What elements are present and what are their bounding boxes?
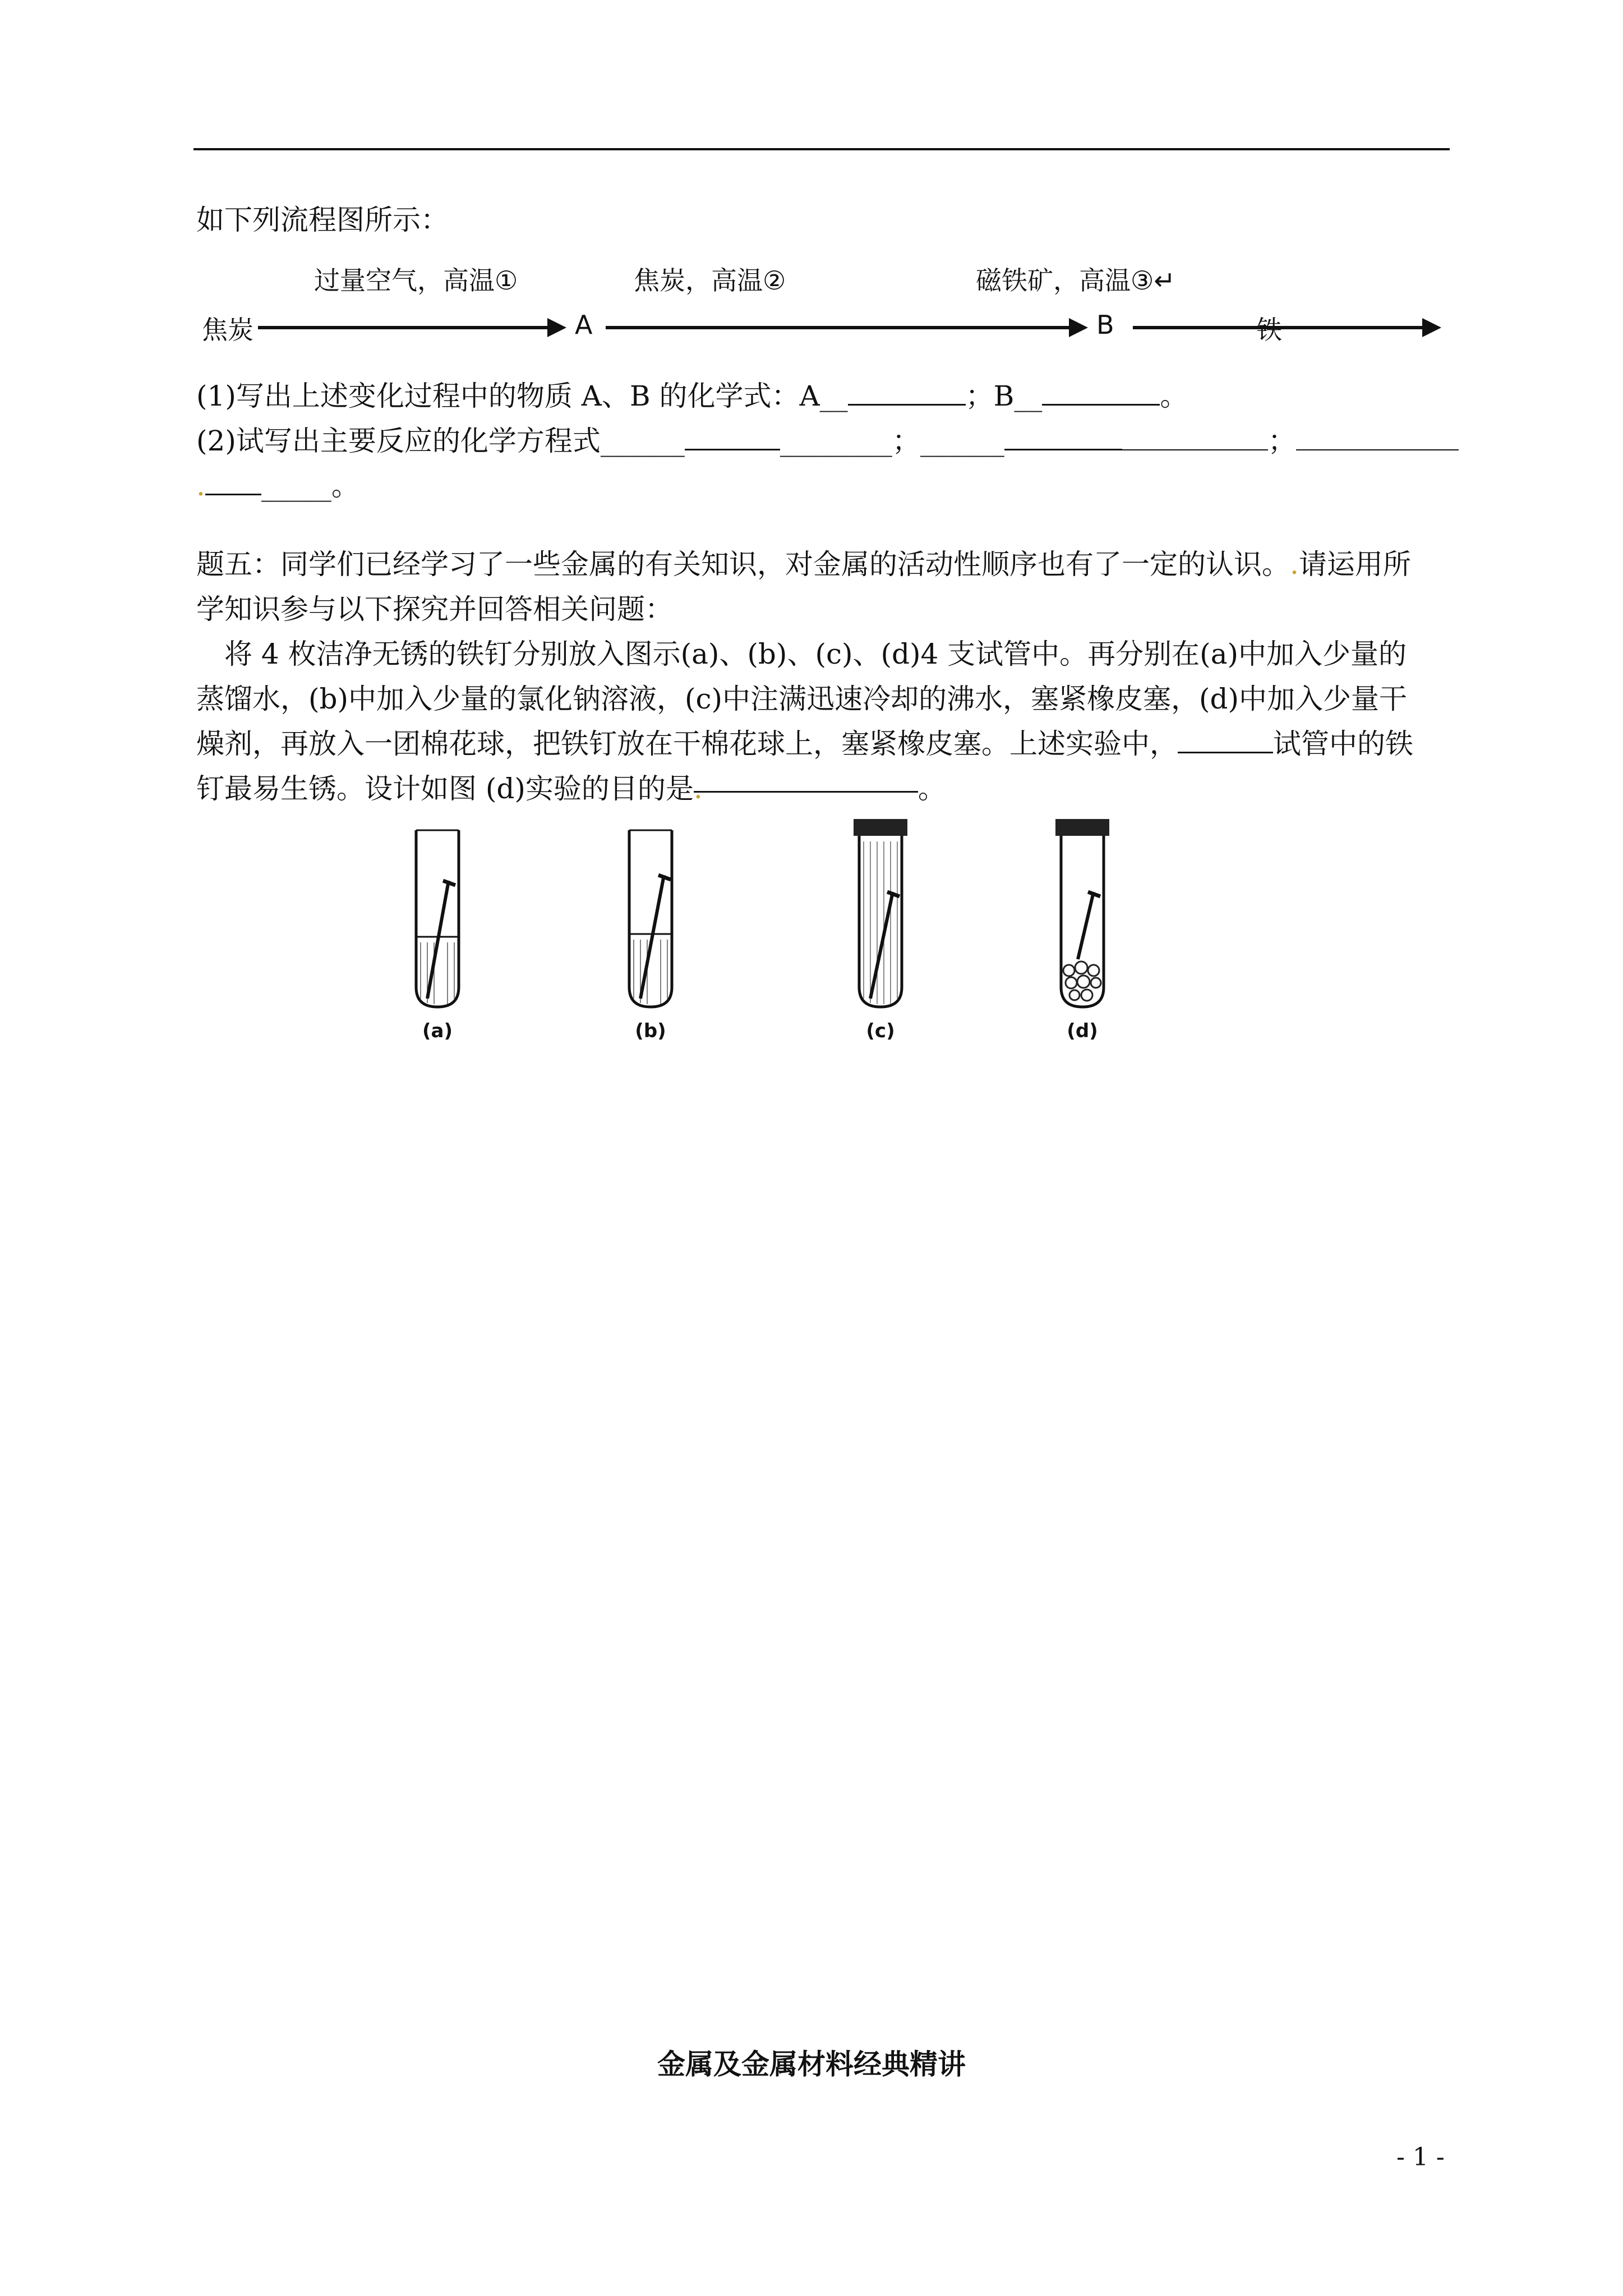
tube-label-b: (b) <box>635 1020 666 1042</box>
tube-label-d: (d) <box>1067 1020 1098 1042</box>
header-rule <box>193 148 1450 150</box>
equation-blank-3[interactable] <box>1296 425 1459 450</box>
purpose-answer-blank[interactable]: . <box>694 766 918 793</box>
answer-blank-a[interactable] <box>848 379 966 406</box>
flow-end-node: 铁 <box>1256 315 1282 345</box>
question-2-cont: . _____。 <box>196 470 359 502</box>
answer-blank-b[interactable] <box>1042 379 1160 406</box>
flow-node-a: A <box>575 310 593 340</box>
flow-step2-label: 焦炭，高温② <box>634 265 786 296</box>
problem-5-line-1: 题五：同学们已经学习了一些金属的有关知识，对金属的活动性顺序也有了一定的认识。.请运用所 <box>196 548 1411 581</box>
intro-text: 如下列流程图所示： <box>196 204 449 236</box>
problem-5-line-4: 蒸馏水，(b)中加入少量的氯化钠溶液，(c)中注满迅速冷却的沸水，塞紧橡皮塞，(d)中加入少量干 <box>196 683 1408 715</box>
problem-5-line-2: 学知识参与以下探究并回答相关问题： <box>196 593 673 625</box>
problem-5-line-5: 燥剂，再放入一团棉花球，把铁钉放在干棉花球上，塞紧橡皮塞。上述实验中， 试管中的铁 <box>196 728 1413 760</box>
test-tube-c <box>836 819 925 1055</box>
test-tube-a <box>393 819 482 1055</box>
tube-label-a: (a) <box>422 1020 453 1042</box>
equation-blank-1[interactable] <box>685 424 780 450</box>
problem-5-line-6: 钉最易生锈。设计如图 (d)实验的目的是. 。 <box>196 766 946 811</box>
flow-chart <box>202 258 1301 359</box>
flow-node-b: B <box>1096 310 1114 340</box>
question-1: (1)写出上述变化过程中的物质 A、B 的化学式：A__ ；B__ 。 <box>196 380 1188 412</box>
flow-step3-label: 磁铁矿，高温③↵ <box>976 265 1175 296</box>
footer-title: 金属及金属材料经典精讲 <box>657 2047 966 2081</box>
test-tube-figure <box>393 819 1144 1055</box>
tube-answer-blank[interactable] <box>1178 727 1273 753</box>
test-tube-d <box>1038 819 1127 1055</box>
flow-start-node: 焦炭 <box>202 315 253 345</box>
equation-blank-2[interactable] <box>1004 424 1122 450</box>
page-number: - 1 - <box>1396 2143 1445 2171</box>
flow-arrow-2 <box>606 326 1071 329</box>
flow-step1-label: 过量空气，高温① <box>314 265 518 296</box>
question-2: (2)试写出主要反应的化学方程式______ ________；______ ； <box>196 418 1459 463</box>
tube-label-c: (c) <box>866 1020 895 1042</box>
problem-5-line-3: 将 4 枚洁净无锈的铁钉分别放入图示(a)、(b)、(c)、(d)4 支试管中。再分别在(a)中加入少量的 <box>224 638 1407 670</box>
test-tube-b <box>606 819 695 1055</box>
flow-arrow-1 <box>258 326 550 329</box>
